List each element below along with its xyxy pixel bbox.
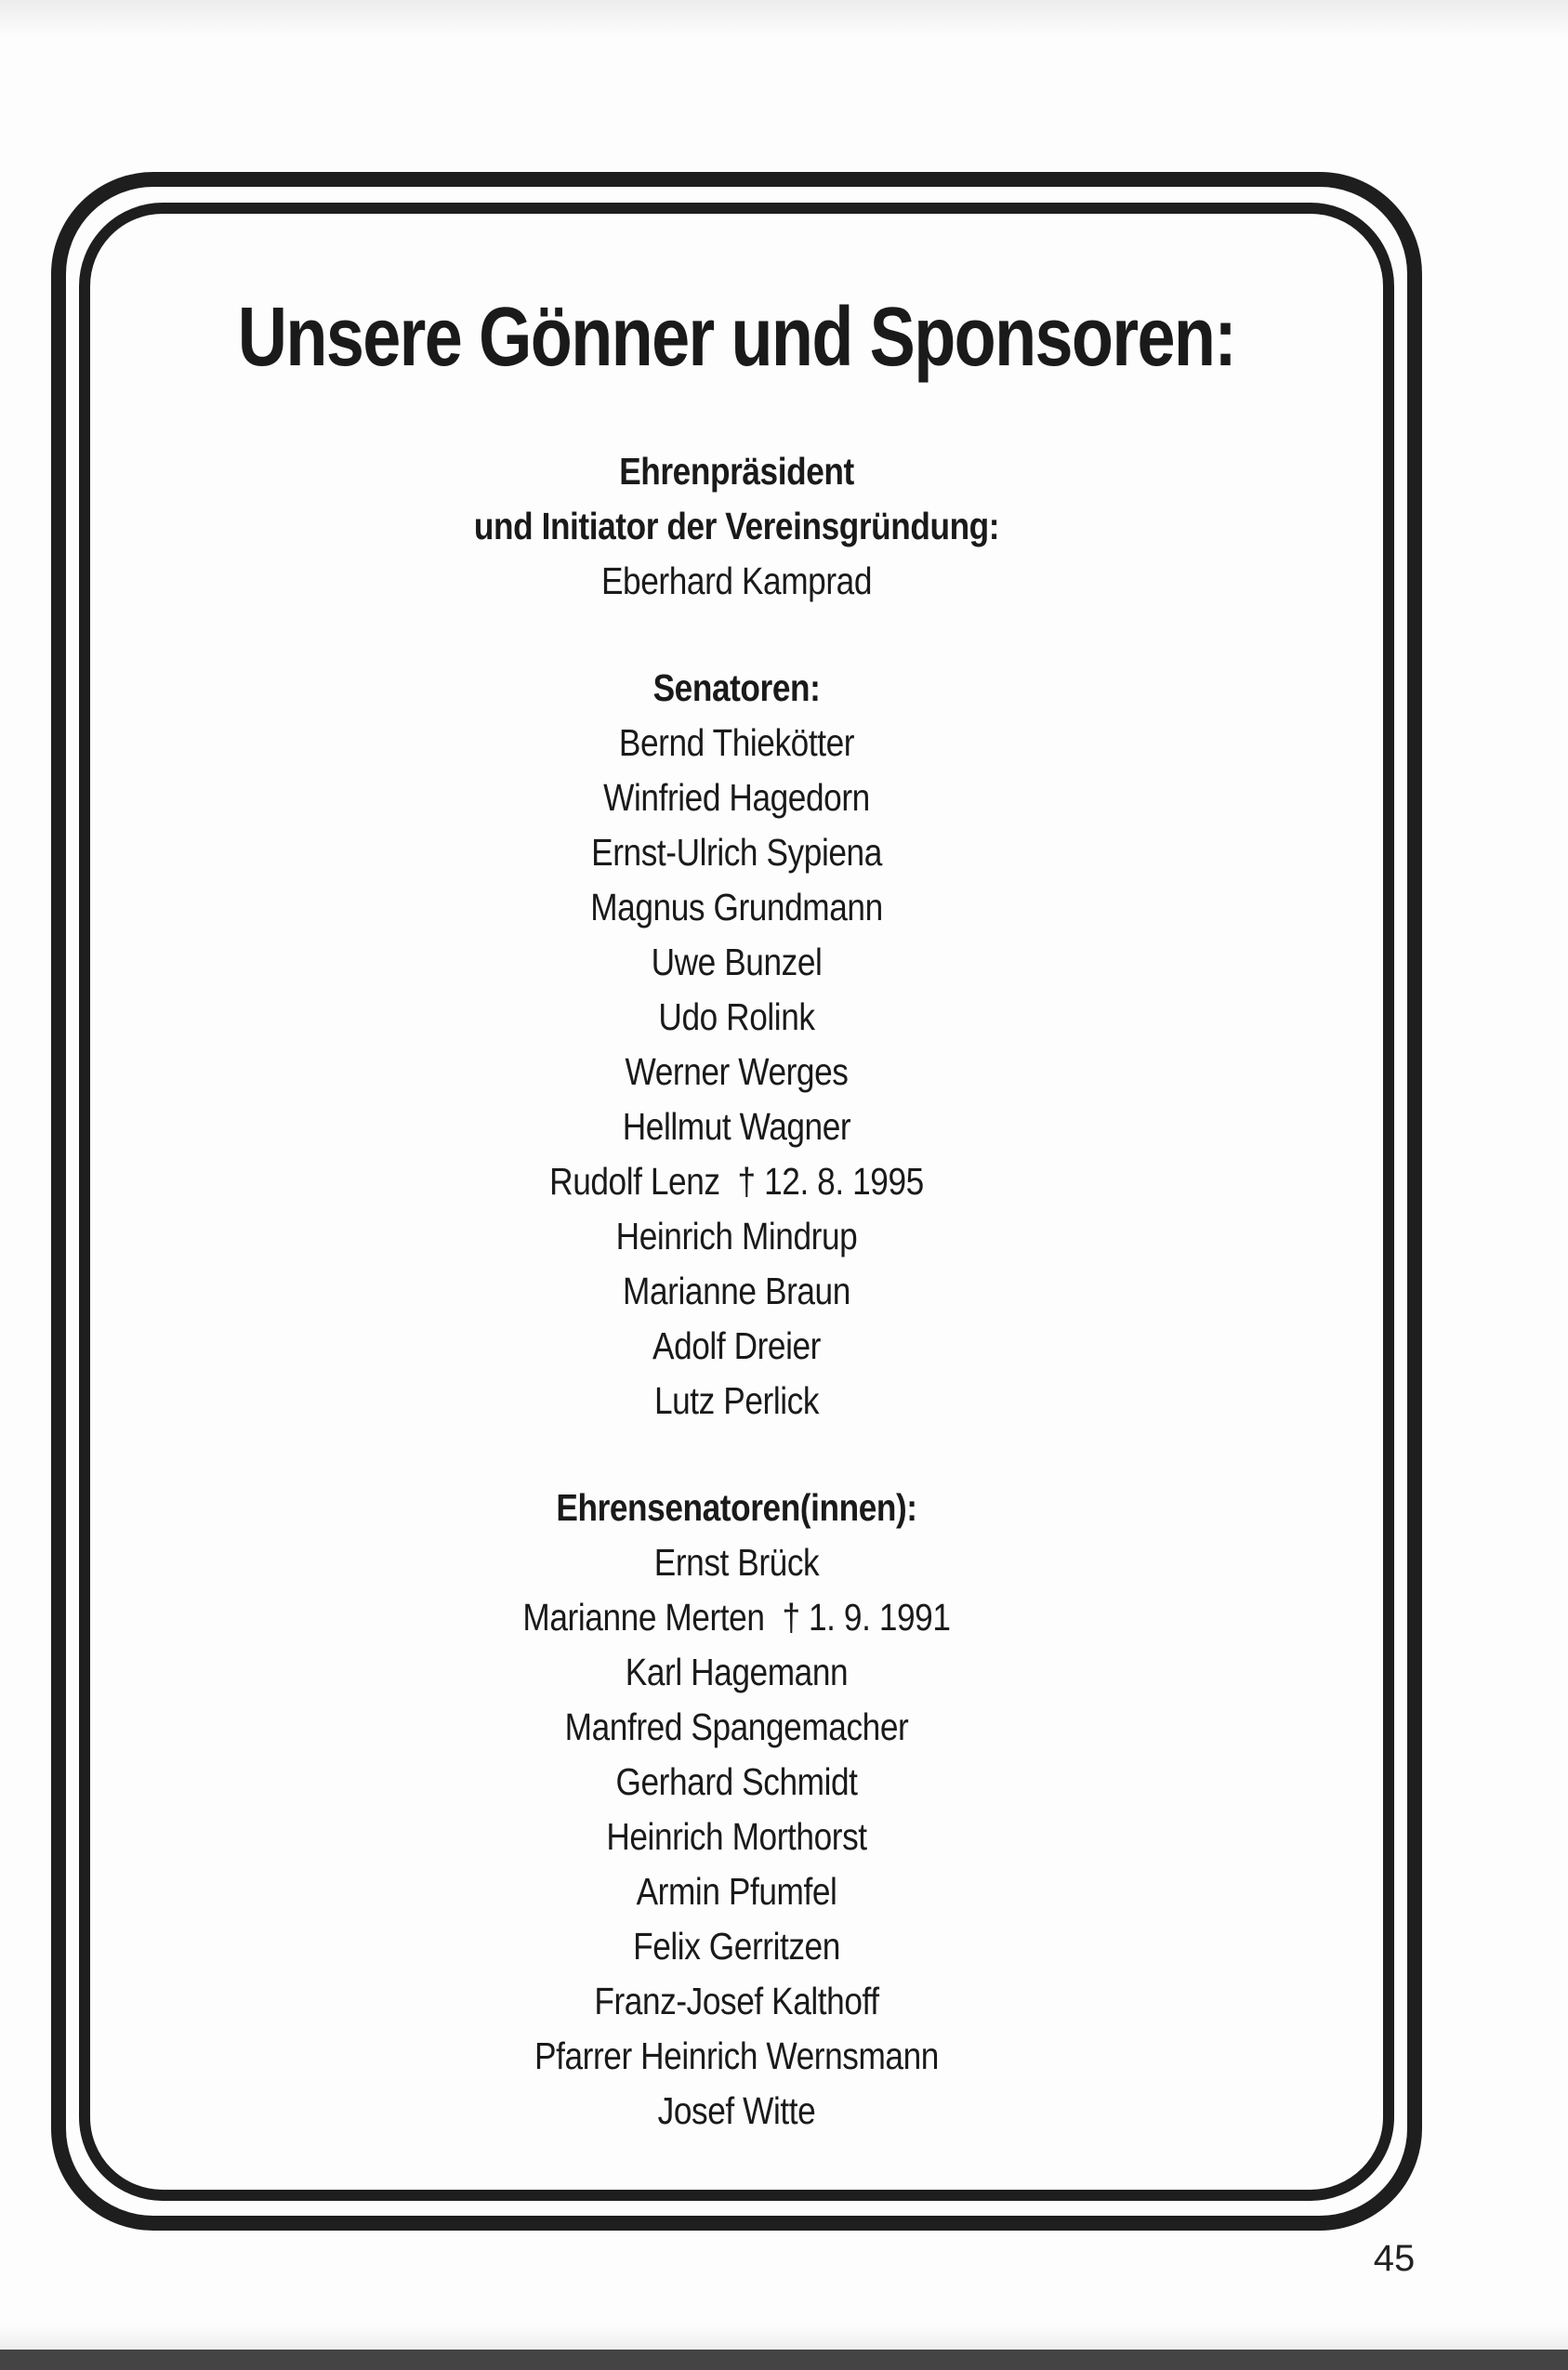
section-heading: und Initiator der Vereinsgründung: [473,505,1000,547]
person-name: Karl Hagemann [625,1651,849,1693]
person-name: Armin Pfumfel [636,1870,837,1913]
list-item [171,1864,1302,1919]
section-heading: Ehrenpräsident [619,450,854,493]
person-name: Magnus Grundmann [590,886,883,928]
person-name: Marianne Braun [623,1270,850,1312]
page-edge [0,0,1568,37]
list-item [171,1154,1302,1209]
death-date-note: † 12. 8. 1995 [737,1160,924,1203]
section-heading: Ehrensenatoren(innen): [556,1486,917,1529]
honorary-senators-section [79,1481,1394,2139]
list-item [171,1319,1302,1374]
person-name: Lutz Perlick [653,1379,820,1422]
honorary-senators-list [79,1535,1394,2139]
list-item [171,1919,1302,1974]
person-name: Pfarrer Heinrich Wernsmann [534,2034,939,2077]
person-name: Franz-Josef Kalthoff [594,1980,879,2022]
person-name: Heinrich Morthorst [606,1815,867,1858]
person-name: Udo Rolink [658,995,815,1038]
list-item [171,1045,1302,1099]
person-name: Rudolf Lenz [549,1160,720,1203]
list-item [171,825,1302,880]
person-name: Gerhard Schmidt [615,1760,858,1803]
senators-section [79,661,1394,1429]
person-name: Bernd Thiekötter [618,721,855,764]
page-bottom-shadow [0,2350,1568,2370]
death-date-note: † 1. 9. 1991 [782,1596,951,1639]
person-name: Ernst Brück [653,1541,820,1584]
person-name: Marianne Merten [522,1596,765,1639]
person-name: Felix Gerritzen [633,1925,840,1968]
list-item [171,2084,1302,2139]
list-item [171,1209,1302,1264]
list-item [171,1645,1302,1700]
person-name: Hellmut Wagner [622,1105,851,1148]
page-title: Unsere Gönner und Sponsoren: [237,291,1236,384]
page-number: 45 [1373,2238,1416,2279]
list-item [171,1374,1302,1429]
list-item [171,1700,1302,1755]
list-item [171,1755,1302,1810]
honorary-president-section [79,444,1394,609]
list-item [171,1099,1302,1154]
person-name: Werner Werges [625,1050,849,1093]
list-item [171,716,1302,770]
list-item [171,2029,1302,2084]
person-name: Uwe Bunzel [651,941,823,983]
person-name: Adolf Dreier [652,1324,822,1367]
person-name: Manfred Spangemacher [564,1705,909,1748]
page-content [79,203,1394,2139]
list-item [171,990,1302,1045]
person-name: Winfried Hagedorn [603,776,870,819]
person-name: Josef Witte [657,2089,816,2132]
list-item [171,1264,1302,1319]
senators-list [79,716,1394,1429]
person-name: Heinrich Mindrup [615,1215,858,1257]
list-item [171,1974,1302,2029]
list-item [171,1590,1302,1645]
list-item [171,1810,1302,1864]
section-heading: Senatoren: [652,666,821,709]
list-item: Eberhard Kamprad [600,560,873,602]
list-item [171,1535,1302,1590]
list-item [171,935,1302,990]
person-name: Ernst-Ulrich Sypiena [591,831,882,874]
list-item [171,770,1302,825]
list-item [171,880,1302,935]
